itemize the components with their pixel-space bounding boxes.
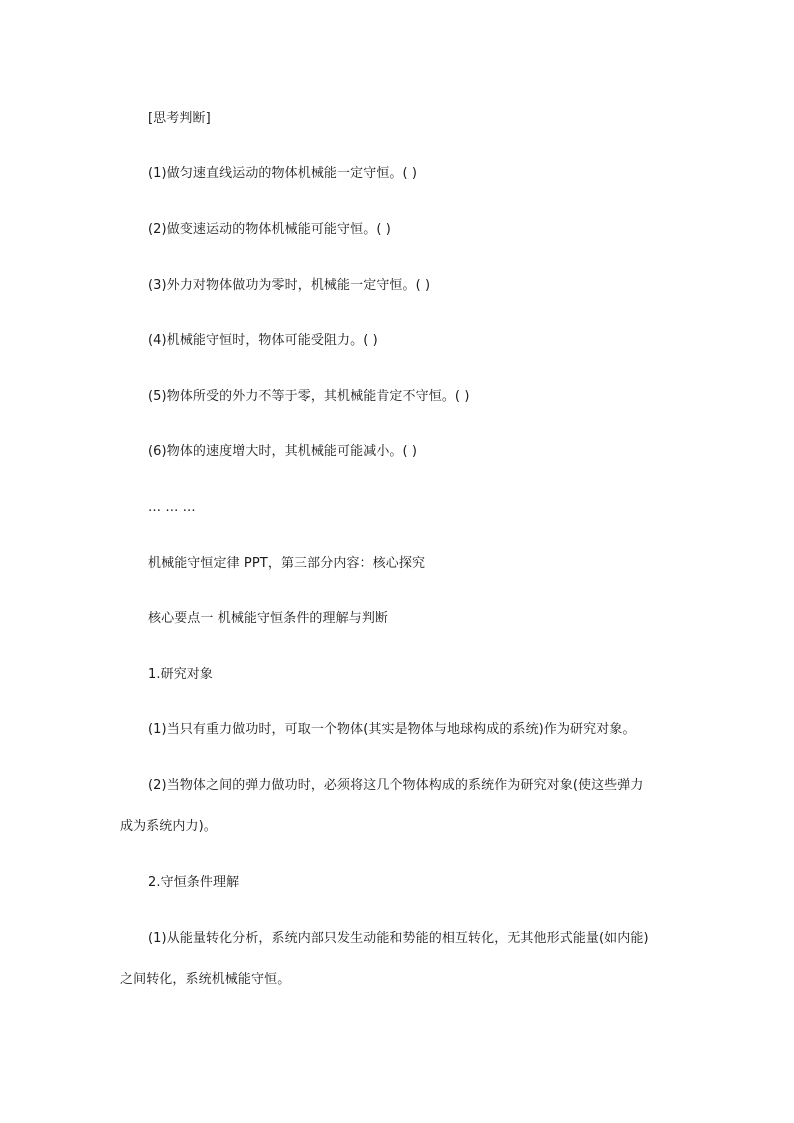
think-heading: [思考判断]	[148, 111, 211, 126]
subsection-2-paragraph-1-line-2: 之间转化，系统机械能守恒。	[120, 972, 291, 987]
subsection-1-paragraph-1: (1)当只有重力做功时，可取一个物体(其实是物体与地球构成的系统)作为研究对象。	[148, 722, 636, 737]
question-item-2: (2)做变速运动的物体机械能可能守恒。( )	[148, 222, 391, 237]
subsection-1-paragraph-2-line-1: (2)当物体之间的弹力做功时，必须将这几个物体构成的系统作为研究对象(使这些弹力	[148, 778, 644, 793]
question-item-5: (5)物体所受的外力不等于零，其机械能肯定不守恒。( )	[148, 389, 470, 404]
subsection-1-title: 1.研究对象	[148, 667, 214, 682]
subsection-2-paragraph-1-line-1: (1)从能量转化分析，系统内部只发生动能和势能的相互转化，无其他形式能量(如内能)	[148, 931, 649, 946]
question-item-3: (3)外力对物体做功为零时，机械能一定守恒。( )	[148, 278, 431, 293]
subsection-1-paragraph-2-line-2: 成为系统内力)。	[120, 819, 217, 834]
subsection-2-title: 2.守恒条件理解	[148, 875, 240, 890]
section-title: 机械能守恒定律 PPT，第三部分内容：核心探究	[148, 556, 426, 571]
point-title: 核心要点一 机械能守恒条件的理解与判断	[148, 611, 389, 626]
question-item-1: (1)做匀速直线运动的物体机械能一定守恒。( )	[148, 166, 418, 181]
question-item-4: (4)机械能守恒时，物体可能受阻力。( )	[148, 333, 378, 348]
question-item-6: (6)物体的速度增大时，其机械能可能减小。( )	[148, 444, 418, 459]
ellipsis-text: … … …	[148, 500, 196, 515]
